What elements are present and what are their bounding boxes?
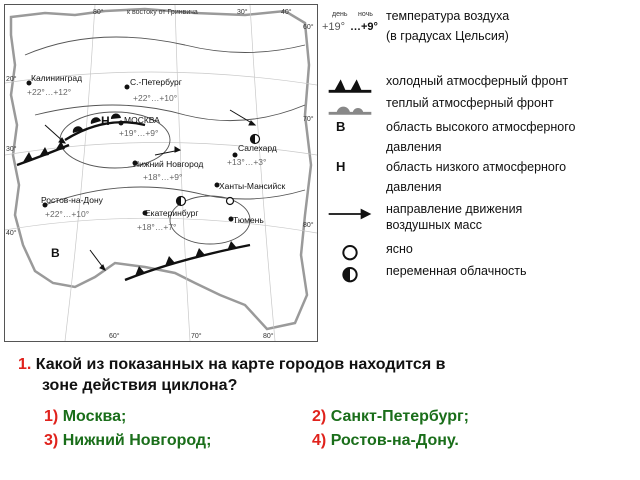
answer-number: 2) xyxy=(312,408,327,425)
legend-temperature-text xyxy=(386,9,636,43)
high-pressure-letter: В xyxy=(51,246,60,260)
left-label: 20° xyxy=(6,76,17,83)
legend-cold-front xyxy=(320,74,638,92)
answer-option-1[interactable] xyxy=(44,408,126,426)
answer-number: 1) xyxy=(44,408,59,425)
question-text-line1: Какой из показанных на карте городов находится в xyxy=(35,356,446,373)
partly-cloudy-icon xyxy=(320,264,380,288)
city-yekaterinburg: Екатеринбург xyxy=(145,208,199,218)
left-label: 30° xyxy=(6,146,17,153)
legend-partly-cloudy-text: переменная облачность xyxy=(386,264,527,278)
question-text-line2: зоне действия циклона? xyxy=(42,377,238,394)
legend-warm-front xyxy=(320,96,638,114)
temp-nizhny-novgorod: +18°…+9° xyxy=(143,172,183,182)
bottom-label: 80° xyxy=(263,333,274,340)
answer-number: 3) xyxy=(44,432,59,449)
partly-cloudy-icon xyxy=(177,197,186,206)
clear-sky-icon xyxy=(227,198,234,205)
city-kaliningrad: Калининград xyxy=(31,73,83,83)
legend-wind-line2: воздушных масс xyxy=(386,218,482,232)
right-label: 80° xyxy=(303,222,314,229)
map-svg xyxy=(5,5,317,341)
legend-wind xyxy=(320,202,638,236)
answer-option-4[interactable] xyxy=(312,432,459,450)
legend-sample-night: …+9° xyxy=(350,21,378,33)
legend-low-text xyxy=(386,160,636,194)
top-label: 30° xyxy=(237,9,248,16)
answer-options xyxy=(44,408,604,458)
legend-day-label: день xyxy=(332,11,348,18)
answer-number: 4) xyxy=(312,432,327,449)
legend-warm-front-text: теплый атмосферный фронт xyxy=(386,96,554,110)
temp-st-petersburg: +22°…+10° xyxy=(133,93,178,103)
legend-high-line2: давления xyxy=(386,140,442,154)
legend-high-pressure xyxy=(320,120,638,156)
legend-low-letter: Н xyxy=(336,159,346,174)
legend-low-line2: давления xyxy=(386,180,442,194)
legend-low-pressure xyxy=(320,160,638,196)
answer-text: Москва; xyxy=(62,408,127,425)
temp-kaliningrad: +22°…+12° xyxy=(27,87,72,97)
legend-clear xyxy=(320,242,638,260)
city-tyumen: Тюмень xyxy=(233,215,264,225)
legend-partly-cloudy xyxy=(320,264,638,282)
legend-temperature xyxy=(320,8,638,52)
weather-map xyxy=(4,4,318,342)
question-line1 xyxy=(18,354,628,375)
city-st-petersburg: С.-Петербург xyxy=(130,77,182,87)
temp-rostov: +22°…+10° xyxy=(45,209,90,219)
legend-high-text xyxy=(386,120,636,154)
legend-high-letter: В xyxy=(336,119,346,134)
warm-front-icon xyxy=(320,96,380,120)
top-label: 80° xyxy=(93,9,104,16)
right-label: 70° xyxy=(303,116,314,123)
legend-sample-day: +19° xyxy=(322,21,346,33)
city-nizhny-novgorod: Нижний Новгород xyxy=(133,159,204,169)
top-label: 40° xyxy=(281,9,292,16)
clear-sky-icon xyxy=(320,242,380,266)
answer-text: Санкт-Петербург; xyxy=(330,408,469,425)
answer-option-2[interactable] xyxy=(312,408,469,426)
temp-salekhard: +13°…+3° xyxy=(227,157,267,167)
low-pressure-letter: Н xyxy=(101,114,110,128)
city-rostov: Ростов-на-Дону xyxy=(41,195,103,205)
city-khanty-mansiysk: Ханты-Мансийск xyxy=(219,181,286,191)
answer-option-3[interactable] xyxy=(44,432,211,450)
country-border xyxy=(11,9,311,329)
legend-clear-text: ясно xyxy=(386,242,413,256)
right-label: 60° xyxy=(303,24,314,31)
city-moscow: МОСКВА xyxy=(124,115,160,125)
bottom-label: 70° xyxy=(191,333,202,340)
cold-front-icon xyxy=(320,74,380,98)
temp-moscow: +19°…+9° xyxy=(119,128,159,138)
legend-night-label: ночь xyxy=(358,11,373,18)
left-label: 40° xyxy=(6,230,17,237)
answer-text: Нижний Новгород; xyxy=(62,432,212,449)
bottom-label: 60° xyxy=(109,333,120,340)
map-legend xyxy=(320,6,638,296)
question-block xyxy=(18,354,628,396)
legend-cold-front-text: холодный атмосферный фронт xyxy=(386,74,569,88)
top-label: к востоку от Гринвича xyxy=(127,9,198,16)
question-number: 1. xyxy=(18,356,32,373)
legend-high-line1: область высокого атмосферного xyxy=(386,120,576,134)
temp-yekaterinburg: +18°…+7° xyxy=(137,222,177,232)
legend-wind-text xyxy=(386,202,636,232)
city-salekhard: Салехард xyxy=(238,143,277,153)
answer-text: Ростов-на-Дону. xyxy=(330,432,459,449)
legend-low-line1: область низкого атмосферного xyxy=(386,160,567,174)
legend-temperature-symbol xyxy=(320,8,380,52)
legend-temperature-line2: (в градусах Цельсия) xyxy=(386,29,509,43)
legend-temperature-line1: температура воздуха xyxy=(386,9,510,23)
wind-arrow-icon xyxy=(320,202,380,226)
legend-wind-line1: направление движения xyxy=(386,202,523,216)
